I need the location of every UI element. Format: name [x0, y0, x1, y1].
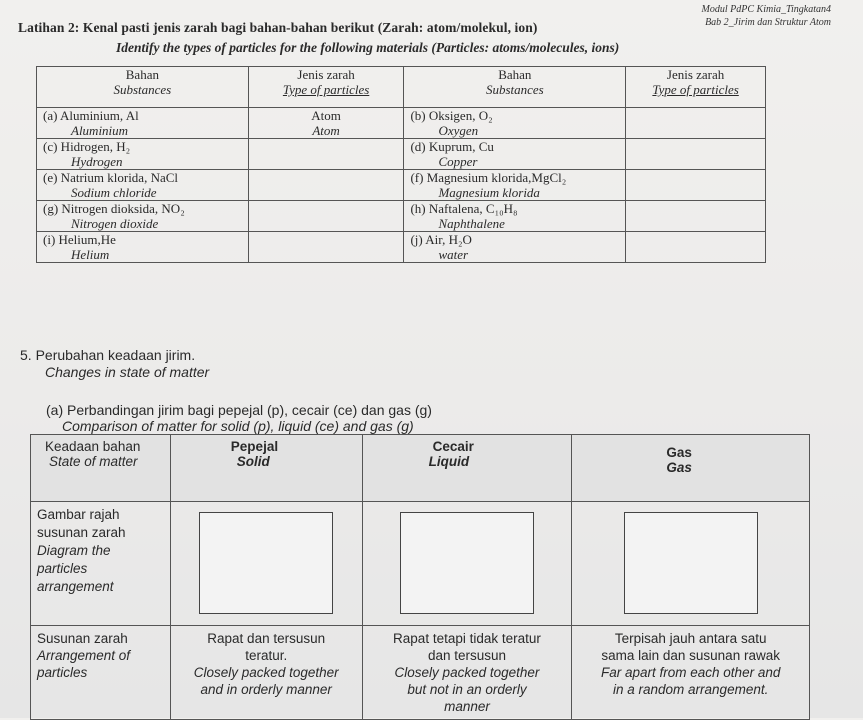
solid-arrangement-en: Closely packed together	[193, 665, 339, 680]
table-row	[37, 170, 766, 201]
section-5-title-en: Changes in state of matter	[45, 364, 210, 380]
substance-label: (h) Naftalena, C₁₀H₈	[410, 201, 518, 216]
table-header-row	[31, 435, 810, 502]
row-label-diagram-ms-2: susunan zarah	[37, 525, 126, 540]
header-type-en-2: Type of particles	[652, 82, 739, 97]
substance-label-en: water	[438, 247, 469, 262]
answer-cell[interactable]	[626, 139, 766, 170]
gas-arrangement-en-2: in a random arrangement.	[613, 682, 769, 697]
header-gas-ms: Gas	[666, 445, 692, 460]
header-substance-en: Substances	[113, 82, 172, 97]
header-type-en: Type of particles	[282, 82, 370, 97]
exercise-subtitle: Identify the types of particles for the following materials (Particles: atoms/molecules, ions)	[116, 40, 620, 55]
liquid-arrangement-en-2: but not in an orderly	[407, 682, 527, 697]
liquid-diagram-box[interactable]	[400, 512, 534, 614]
substance-label-en: Aluminium	[71, 123, 129, 138]
liquid-arrangement-ms-2: dan tersusun	[427, 648, 506, 663]
substance-label-en: Sodium chloride	[71, 185, 157, 200]
row-label-diagram-ms: Gambar rajah	[37, 507, 120, 522]
row-label-arrangement-ms: Susunan zarah	[37, 631, 128, 646]
row-label-arrangement-en: Arrangement of	[37, 648, 131, 663]
table-row	[31, 502, 810, 626]
substance-label: (f) Magnesium klorida,MgCl₂	[410, 170, 567, 185]
answer-cell[interactable]	[626, 232, 766, 263]
particle-type-answer-en: Atom	[312, 123, 340, 138]
header-type-ms-2: Jenis zarah	[666, 67, 725, 82]
header-state-en: State of matter	[49, 454, 138, 469]
gas-arrangement-en: Far apart from each other and	[601, 665, 781, 680]
table-row	[37, 232, 766, 263]
header-substance-ms: Bahan	[125, 67, 159, 82]
solid-arrangement-ms-2: teratur.	[245, 648, 288, 663]
substance-label: (d) Kuprum, Cu	[410, 139, 494, 154]
substance-label: (b) Oksigen, O₂	[410, 108, 493, 123]
header-liquid-en: Liquid	[428, 454, 470, 469]
answer-cell[interactable]	[626, 201, 766, 232]
header-type-ms: Jenis zarah	[297, 67, 355, 82]
row-label-diagram-en-2: particles	[37, 561, 88, 576]
state-comparison-table	[30, 434, 810, 720]
liquid-arrangement-en-3: manner	[444, 699, 490, 714]
header-substance-en-2: Substances	[485, 82, 544, 97]
header-state-ms: Keadaan bahan	[45, 439, 141, 454]
substance-label-en: Helium	[71, 247, 110, 262]
section-a-title-en: Comparison of matter for solid (p), liquid (ce) and gas (g)	[62, 418, 414, 434]
substance-label: (a) Aluminium, Al	[43, 108, 139, 123]
answer-cell[interactable]	[248, 139, 404, 170]
solid-arrangement-ms: Rapat dan tersusun	[207, 631, 326, 646]
answer-cell[interactable]	[626, 170, 766, 201]
answer-cell[interactable]	[248, 170, 404, 201]
answer-cell[interactable]	[248, 201, 404, 232]
substance-label: (e) Natrium klorida, NaCl	[43, 170, 179, 185]
substance-label-en: Hydrogen	[71, 154, 123, 169]
header-solid-ms: Pepejal	[230, 439, 279, 454]
solid-arrangement-en-2: and in orderly manner	[200, 682, 332, 697]
section-5-title: 5. Perubahan keadaan jirim.	[20, 347, 196, 363]
particle-type-answer: Atom	[311, 108, 341, 123]
substance-label-en: Nitrogen dioxide	[71, 216, 159, 231]
substance-label-en: Naphthalene	[438, 216, 505, 231]
liquid-arrangement-ms: Rapat tetapi tidak teratur	[393, 631, 541, 646]
particle-type-table	[36, 66, 766, 263]
gas-diagram-box[interactable]	[624, 512, 758, 614]
header-gas-en: Gas	[666, 460, 692, 475]
table-row	[37, 139, 766, 170]
table-row	[37, 108, 766, 139]
answer-cell[interactable]	[248, 232, 404, 263]
row-label-arrangement-en-2: particles	[37, 665, 88, 680]
substance-label: (j) Air, H₂O	[410, 232, 472, 247]
substance-label: (i) Helium,He	[43, 232, 116, 247]
header-substance-ms-2: Bahan	[498, 67, 532, 82]
solid-diagram-box[interactable]	[199, 512, 333, 614]
substance-label-en: Copper	[438, 154, 478, 169]
table-header-row	[37, 67, 766, 108]
table-row	[37, 201, 766, 232]
gas-arrangement-ms-2: sama lain dan susunan rawak	[601, 648, 780, 663]
chapter-header: Bab 2_Jirim dan Struktur Atom	[705, 17, 831, 28]
exercise-title: Latihan 2: Kenal pasti jenis zarah bagi bahan-bahan berikut (Zarah: atom/molekul, ion)	[18, 20, 538, 35]
substance-label-en: Magnesium klorida	[438, 185, 540, 200]
row-label-diagram-en: Diagram the	[37, 543, 111, 558]
substance-label: (c) Hidrogen, H₂	[43, 139, 131, 154]
liquid-arrangement-en: Closely packed together	[394, 665, 540, 680]
header-solid-en: Solid	[236, 454, 270, 469]
header-liquid-ms: Cecair	[432, 439, 474, 454]
answer-cell[interactable]	[626, 108, 766, 139]
substance-label: (g) Nitrogen dioksida, NO₂	[43, 201, 185, 216]
table-row	[31, 626, 810, 720]
gas-arrangement-ms: Terpisah jauh antara satu	[614, 631, 767, 646]
substance-label-en: Oxygen	[438, 123, 479, 138]
row-label-diagram-en-3: arrangement	[37, 579, 114, 594]
module-header: Modul PdPC Kimia_Tingkatan4	[701, 4, 831, 15]
section-a-title: (a) Perbandingan jirim bagi pepejal (p), cecair (ce) dan gas (g)	[46, 402, 432, 418]
